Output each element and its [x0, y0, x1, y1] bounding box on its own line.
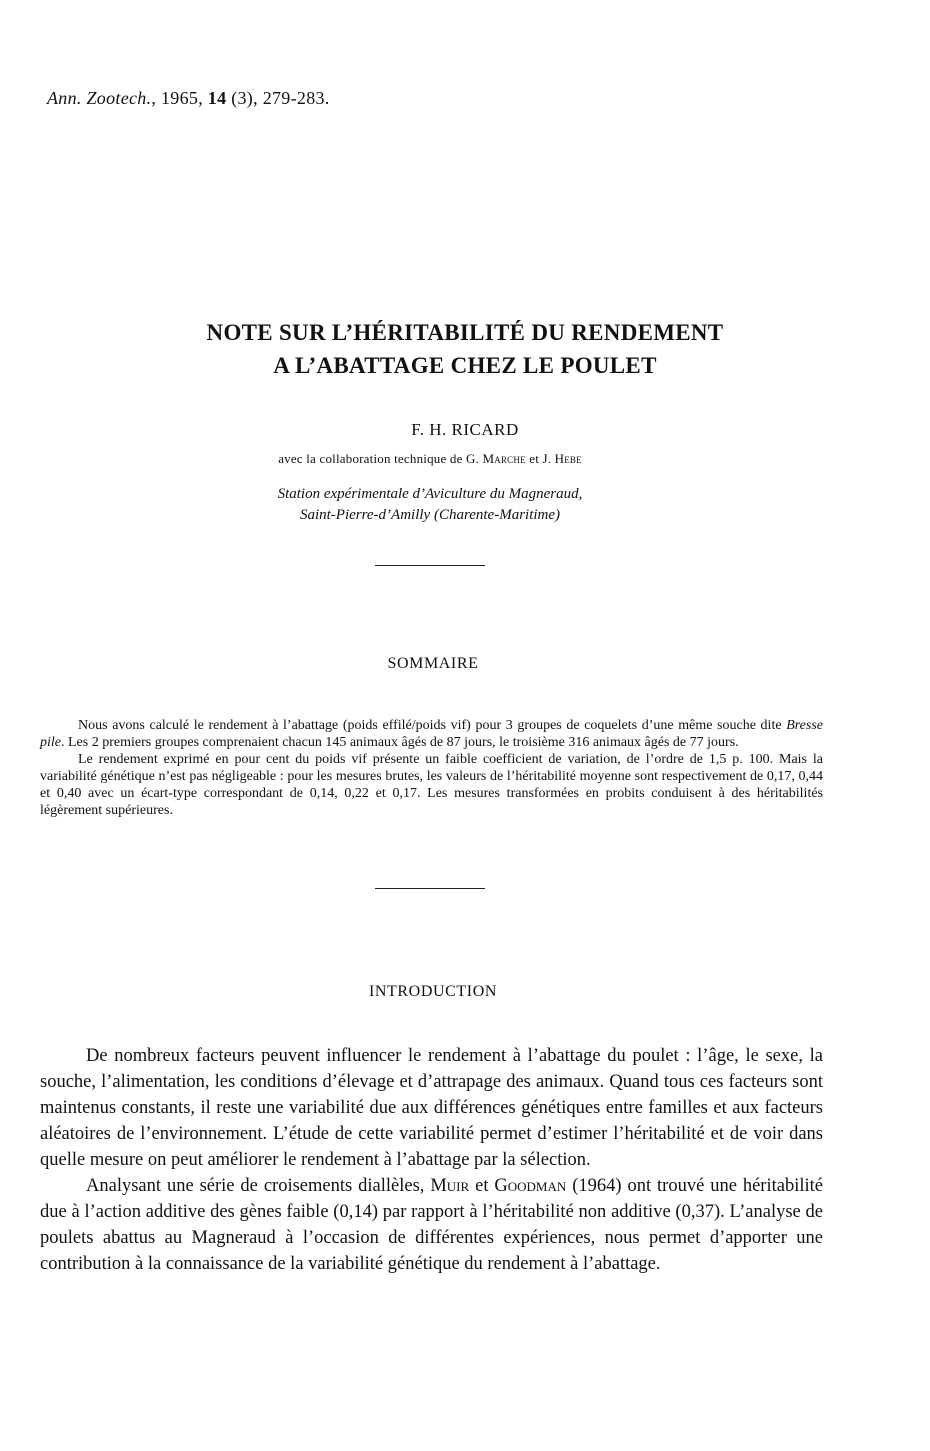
cited-author-1: Muir	[430, 1176, 470, 1196]
abstract-text: Nous avons calculé le rendement à l’abattage (poids effilé/poids vif) pour 3 groupes de coquelets d’une même souche dite	[78, 718, 787, 733]
strain-name: Bresse pile	[40, 718, 823, 750]
affiliation	[0, 484, 860, 526]
cited-author-2: Goodman	[494, 1176, 567, 1196]
abstract-paragraph-1	[40, 717, 823, 751]
sommaire-heading: SOMMAIRE	[387, 655, 479, 672]
introduction-heading: INTRODUCTION	[368, 983, 498, 1000]
collaborator-1: Marche	[482, 451, 526, 466]
title-line-2: A L’ABATTAGE CHEZ LE POULET	[273, 353, 657, 378]
citation-volume: 14	[207, 88, 227, 108]
introduction-body	[40, 1043, 823, 1277]
collaboration-prefix: avec la collaboration technique de G.	[278, 451, 483, 466]
body-text: Analysant une série de croisements diallèles,	[86, 1176, 431, 1196]
body-text: et	[469, 1176, 495, 1196]
citation	[47, 88, 330, 109]
article-title	[0, 316, 930, 382]
divider	[375, 888, 485, 889]
affiliation-line-2: Saint-Pierre-d’Amilly (Charente-Maritime)	[299, 507, 561, 523]
citation-issue-pages: (3), 279-283.	[226, 88, 330, 108]
affiliation-line-1: Station expérimentale d’Aviculture du Magneraud,	[277, 486, 583, 502]
abstract	[40, 717, 823, 819]
collaboration	[0, 451, 860, 467]
author: F. H. RICARD	[411, 420, 519, 439]
collaboration-mid: et J.	[525, 451, 555, 466]
journal-name: Ann. Zootech.	[47, 88, 152, 108]
abstract-paragraph-2: Le rendement exprimé en pour cent du poids vif présente un faible coefficient de variation, de l’ordre de 1,5 p. 100. Mais la variabilité génétique n’est pas négligeable : pour les mesures brutes, les valeurs de l’héritabilité moyenne sont respectivement de 0,17, 0,44 et 0,40 avec un écart-type correspondant de 0,14, 0,22 et 0,17. Les mesures transformées en probits conduisent à des héritabilités légèrement supérieures.	[40, 752, 823, 818]
title-line-1: NOTE SUR L’HÉRITABILITÉ DU RENDEMENT	[206, 320, 724, 345]
divider	[375, 565, 485, 566]
citation-year: , 1965,	[151, 88, 208, 108]
collaborator-2: Hebe	[554, 451, 582, 466]
introduction-paragraph-1: De nombreux facteurs peuvent influencer le rendement à l’abattage du poulet : l’âge, le sexe, la souche, l’alimentation, les conditions d’élevage et d’attrapage des animaux. Quand tous ces facteurs sont maintenus constants, il reste une variabilité due aux différences génétiques entre familles et aux facteurs aléatoires de l’environnement. L’étude de cette variabilité permet d’estimer l’héritabilité et de voir dans quelle mesure on peut améliorer le rendement à l’abattage par la sélection.	[40, 1046, 823, 1170]
abstract-text: . Les 2 premiers groupes comprenaient chacun 145 animaux âgés de 87 jours, le troisième 316 animaux âgés de 77 jours.	[61, 735, 739, 750]
body-text: (1964) ont trouvé une héritabilité due à l’action additive des gènes faible (0,14) par rapport à l’héritabilité non additive (0,37). L’analyse de poulets abattus au Magneraud à l’occasion de différentes expériences, nous permet d’apporter une contribution à la connaissance de la variabilité génétique du rendement à l’abattage.	[40, 1176, 823, 1274]
introduction-paragraph-2	[40, 1173, 823, 1277]
